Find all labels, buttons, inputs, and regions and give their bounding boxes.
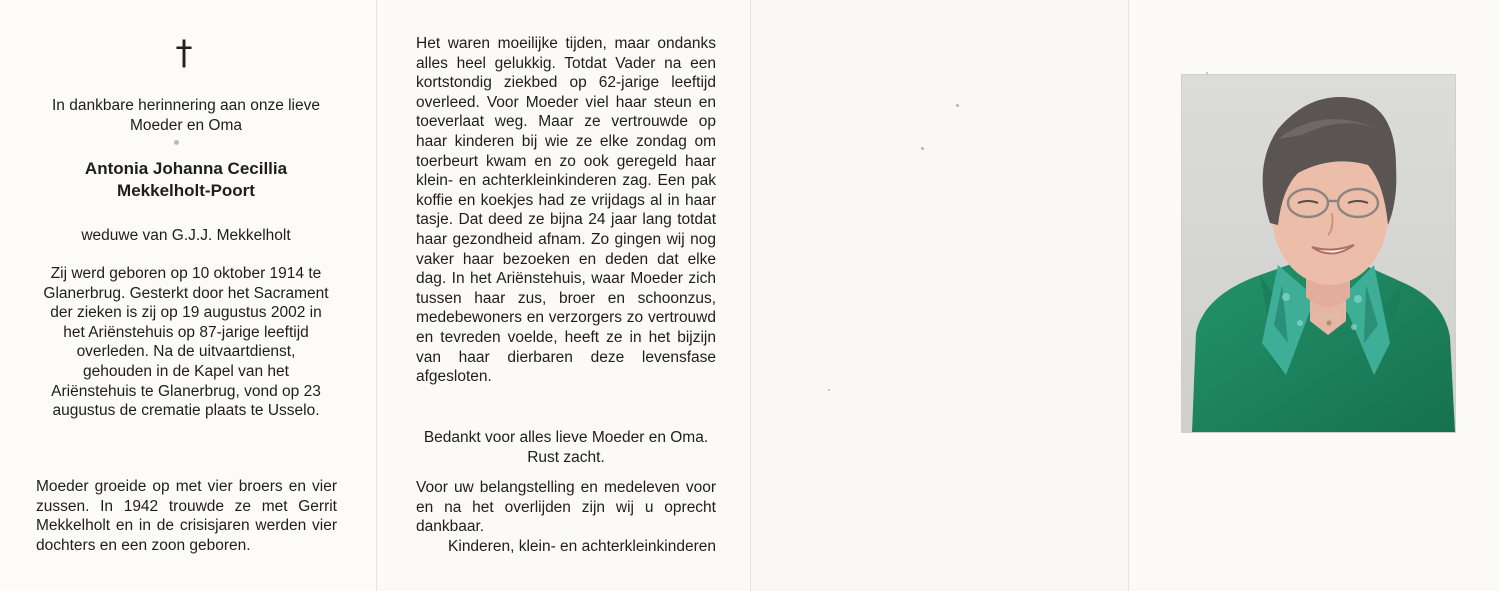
name-first: Antonia Johanna Cecillia xyxy=(84,159,288,178)
life-story-part1: Moeder groeide op met vier broers en vier zussen. In 1942 trouwde ze met Gerrit Mekkelholt en in de crisisjaren werden vier dochters en een zoon geboren. xyxy=(36,478,337,554)
portrait-photo xyxy=(1181,74,1456,433)
deceased-name xyxy=(30,158,342,202)
paper-speck xyxy=(828,389,830,391)
family-signoff: Kinderen, klein- en achterkleinkinderen xyxy=(448,538,716,555)
name-surname: Mekkelholt-Poort xyxy=(117,181,255,200)
fold-line xyxy=(750,0,751,591)
card-panel-blank xyxy=(750,0,1128,591)
intro-text: In dankbare herinnering aan onze lieve Moeder en Oma xyxy=(52,97,320,134)
widow-line: weduwe van G.J.J. Mekkelholt xyxy=(81,227,291,244)
life-story-part2: Het waren moeilijke tijden, maar ondanks alles heel gelukkig. Totdat Vader na een kortstondig ziekbed op 62-jarige leeftijd overleed. Voor Moeder viel haar steun en toeverlaat weg. Maar ze vertrouwde op haar kinderen bij wie ze elke zondag om toerbeurt kwam en zo ook geregeld haar klein- en achterkleinkinderen zag. Een pak koffie en koekjes had ze vrijdags al in haar tasje. Dat deed ze bijna 24 jaar lang totdat haar gezondheid afnam. Zo gingen wij nog vaker haar bezoeken en deden dat elke dag. In het Ariënstehuis, waar Moeder zich tussen haar zus, broer en schoonzus, medebewoners en verzorgers zo vertrouwd en tevreden voelde, heeft ze in het bijzijn van haar dierbaren deze levensfase afgesloten. xyxy=(416,35,716,386)
thanks-text xyxy=(416,428,716,467)
closing-text: Voor uw belangstelling en medeleven voor en na het overlijden zijn wij u oprecht dankbaar. xyxy=(416,479,716,536)
biography-text: Zij werd geboren op 10 oktober 1914 te Glanerbrug. Gesterkt door het Sacrament der zieken is zij op 19 augustus 2002 in het Ariënstehuis op 87-jarige leeftijd overleden. Na de uitvaartdienst, gehouden in de Kapel van het Ariënstehuis te Glanerbrug, vond op 23 augustus de crematie plaats te Usselo. xyxy=(43,265,329,420)
cross-icon: † xyxy=(175,33,193,73)
portrait-illustration xyxy=(1182,75,1455,432)
fold-line xyxy=(376,0,377,591)
paper-speck xyxy=(921,147,924,150)
paper-speck xyxy=(956,104,959,107)
fold-line xyxy=(1128,0,1129,591)
separator-dot xyxy=(174,140,179,145)
farewell-line: Rust zacht. xyxy=(527,448,605,466)
thanks-line: Bedankt voor alles lieve Moeder en Oma. xyxy=(423,429,709,446)
